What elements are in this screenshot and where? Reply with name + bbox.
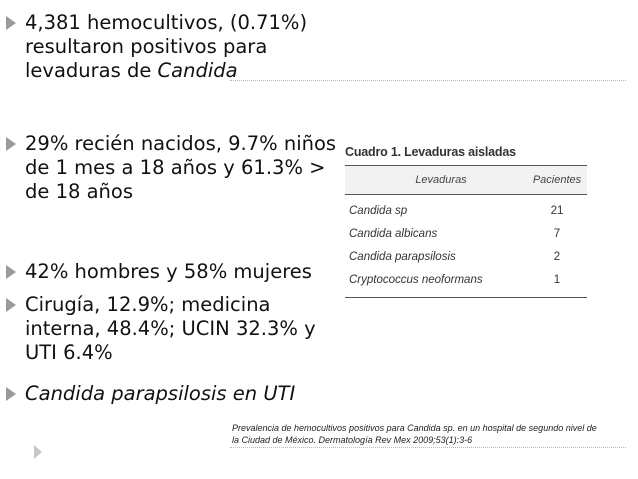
bullet-text: Cirugía, 12.9%; medicina interna, 48.4%; UCIN 32.3% y UTI 6.4% <box>25 293 316 364</box>
bullet-sexo <box>6 260 346 284</box>
bullet-text: 42% hombres y 58% mujeres <box>25 260 312 283</box>
triangle-bullet-icon <box>6 298 16 312</box>
row-name: Candida parapsilosis <box>349 250 456 263</box>
levaduras-table <box>345 145 587 298</box>
divider-line <box>230 447 626 448</box>
bullet-text: Candida parapsilosis en UTI <box>25 382 296 405</box>
triangle-arrow-icon <box>34 445 42 459</box>
table-row <box>345 268 587 291</box>
row-value: 1 <box>553 273 561 286</box>
bullet-text: 29% recién nacidos, 9.7% niños de 1 mes a 18 años y 61.3% > de 18 años <box>25 132 337 203</box>
triangle-bullet-icon <box>6 137 16 151</box>
table-row <box>345 199 587 222</box>
header-levaduras: Levaduras <box>415 174 467 186</box>
bullet-edades <box>6 132 346 204</box>
row-name: Candida sp <box>349 204 408 217</box>
triangle-bullet-icon <box>6 265 16 279</box>
row-name: Candida albicans <box>349 227 438 240</box>
row-value: 7 <box>553 227 561 240</box>
table-bottom-rule <box>345 297 587 298</box>
triangle-bullet-icon <box>6 16 16 30</box>
bullet-parapsilosis <box>6 382 346 406</box>
row-value: 2 <box>553 250 561 263</box>
table-title: Cuadro 1. Levaduras aisladas <box>345 145 516 159</box>
bullet-hemocultivos <box>6 11 346 83</box>
table-header-row <box>345 166 587 194</box>
table-header-rule <box>345 194 587 195</box>
row-name: Cryptococcus neoformans <box>349 273 483 286</box>
table-row <box>345 222 587 245</box>
bullet-text: 4,381 hemocultivos, (0.71%) resultaron positivos para levaduras de Candida <box>25 11 308 82</box>
header-pacientes: Pacientes <box>532 174 582 186</box>
triangle-bullet-icon <box>6 387 16 401</box>
table-row <box>345 245 587 268</box>
bullet-servicios <box>6 293 346 365</box>
source-citation: Prevalencia de hemocultivos positivos para Candida sp. en un hospital de segundo nivel de la Ciudad de México. Dermatología Rev Mex 2009;53(1):3-6 <box>232 423 597 445</box>
row-value: 21 <box>550 204 564 217</box>
